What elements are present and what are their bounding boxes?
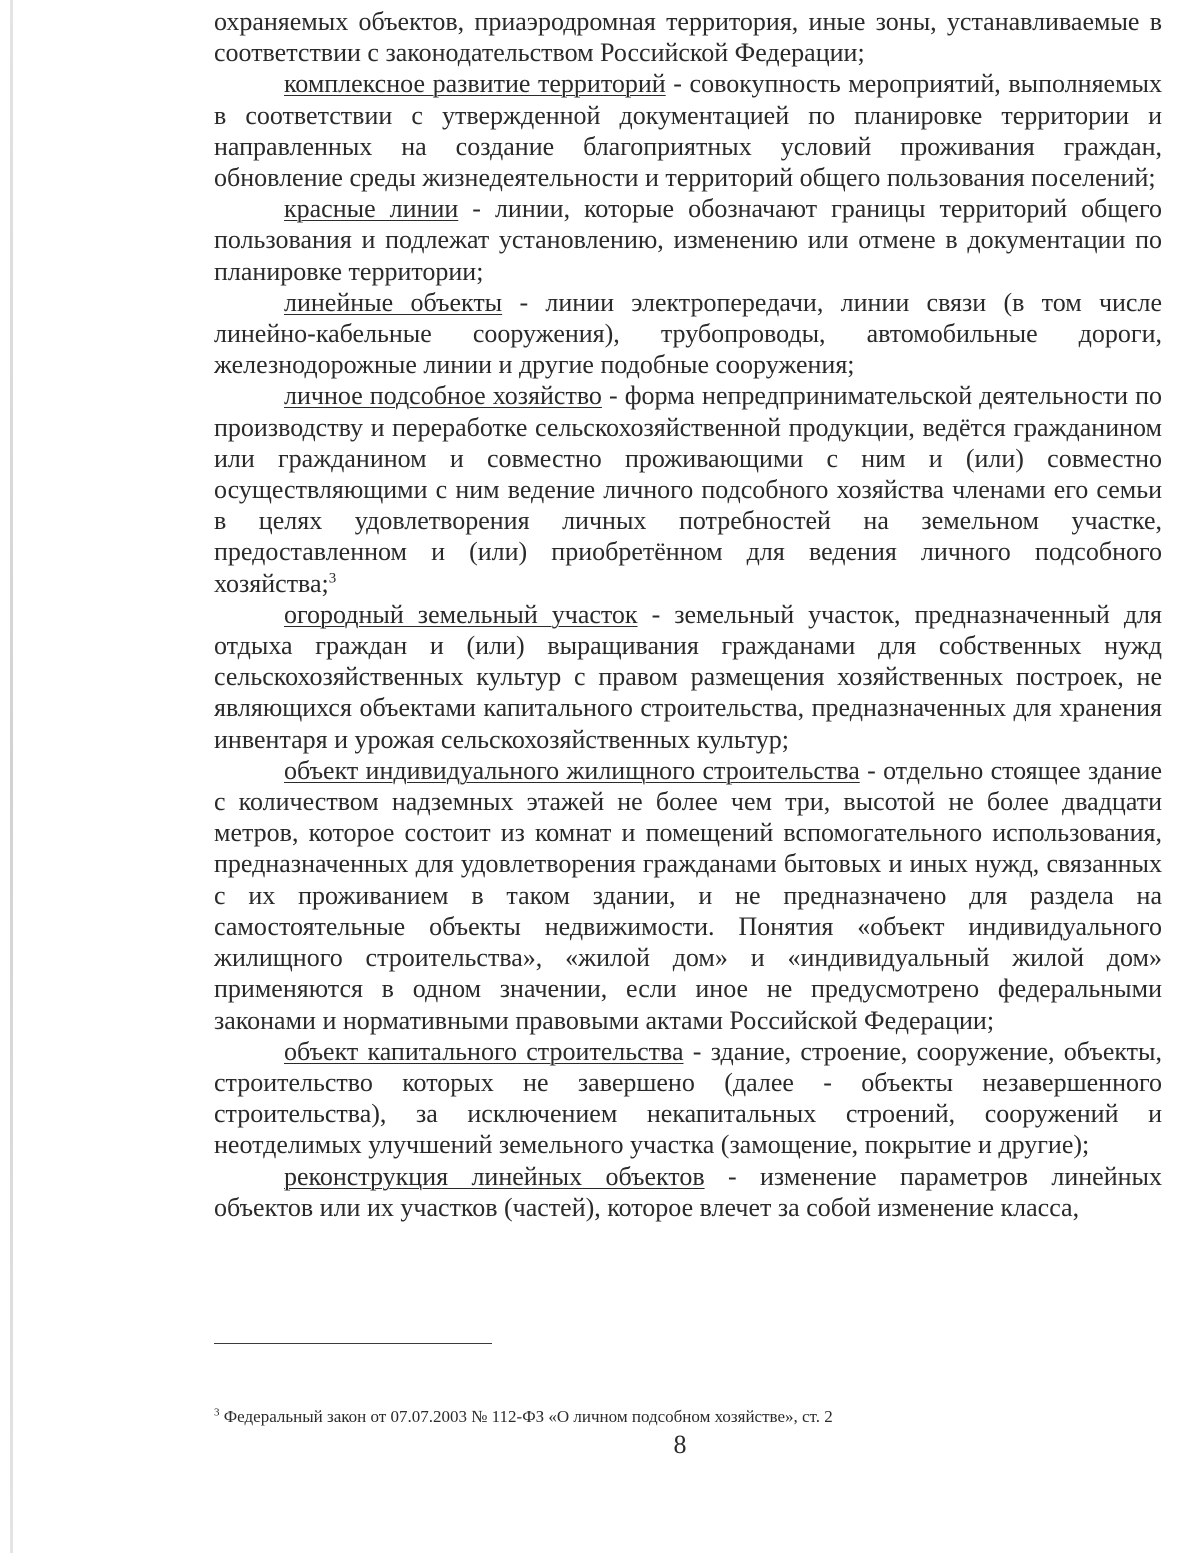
definition-text: - совокупность мероприятий, выполняемых в соответствии с утвержденной документацией по планировке территории и направленных на создание благоприятных условий проживания граждан, обновление среды жизнедеятельности и территорий общего пользования поселений;: [214, 69, 1162, 193]
paragraph-text: охраняемых объектов, приаэродромная территория, иные зоны, устанавливаемые в соответствии с законодательством Российской Федерации;: [214, 7, 1162, 68]
document-body: [214, 6, 1162, 1223]
definition-individual-housing: [214, 755, 1162, 1036]
defined-term: линейные объекты: [284, 287, 503, 317]
definition-text: - земельный участок, предназначенный для отдыха граждан и (или) выращивания гражданами для собственных нужд сельскохозяйственных культур с правом размещения хозяйственных построек, не являющихся объектами капитального строительства, предназначенных для хранения инвентаря и урожая сельскохозяйственных культур;: [214, 599, 1162, 754]
paragraph-continuation: [214, 6, 1162, 68]
definition-garden-plot: [214, 599, 1162, 755]
definition-text: - изменение параметров линейных объектов или их участков (частей), которое влечет за собой изменение класса,: [214, 1161, 1162, 1222]
defined-term: реконструкция линейных объектов: [284, 1161, 705, 1191]
footnote: [214, 1406, 1162, 1428]
defined-term: объект капитального строительства: [284, 1036, 684, 1066]
definition-complex-development: [214, 68, 1162, 193]
definition-text: - линии электропередачи, линии связи (в том числе линейно-кабельные сооружения), трубопроводы, автомобильные дороги, железнодорожные линии и другие подобные сооружения;: [214, 287, 1162, 380]
defined-term: комплексное развитие территорий: [284, 69, 666, 99]
scan-edge-shadow: [10, 0, 13, 1553]
defined-term: личное подсобное хозяйство: [284, 381, 602, 411]
defined-term: объект индивидуального жилищного строительства: [284, 755, 860, 785]
defined-term: огородный земельный участок: [284, 599, 638, 629]
definition-text: - форма непредпринимательской деятельности по производству и переработке сельскохозяйственной продукции, ведётся гражданином или гражданином и совместно проживающими с ним и (или) совместно осуществляющими с ним ведение личного подсобного хозяйства членами его семьи в целях удовлетворения личных потребностей на земельном участке, предоставленном и (или) приобретённом для ведения личного подсобного хозяйства;: [214, 381, 1162, 598]
definition-text: - отдельно стоящее здание с количеством надземных этажей не более чем три, высотой не более двадцати метров, которое состоит из комнат и помещений вспомогательного использования, предназначенных для удовлетворения гражданами бытовых и иных нужд, связанных с их проживанием в таком здании, и не предназначено для раздела на самостоятельные объекты недвижимости. Понятия «объект индивидуального жилищного строительства», «жилой дом» и «индивидуальный жилой дом» применяются в одном значении, если иное не предусмотрено федеральными законами и нормативными правовыми актами Российской Федерации;: [214, 755, 1162, 1035]
footnote-separator: [214, 1343, 492, 1344]
page-number: 8: [673, 1430, 687, 1459]
defined-term: красные линии: [284, 194, 459, 224]
definition-capital-construction: [214, 1036, 1162, 1161]
footnote-reference: 3: [328, 570, 337, 586]
definition-red-lines: [214, 193, 1162, 287]
footnote-text: Федеральный закон от 07.07.2003 № 112-ФЗ «О личном подсобном хозяйстве», ст. 2: [219, 1407, 833, 1426]
definition-text: - линии, которые обозначают границы территорий общего пользования и подлежат установлению, изменению или отмене в документации по планировке территории;: [214, 194, 1162, 286]
definition-linear-objects: [214, 287, 1162, 381]
definition-personal-subsidiary-farm: [214, 380, 1162, 598]
definition-linear-reconstruction: [214, 1161, 1162, 1223]
footnote-marker: 3: [214, 1406, 220, 1419]
definition-text: - здание, строение, сооружение, объекты, строительство которых не завершено (далее - объекты незавершенного строительства), за исключением некапитальных строений, сооружений и неотделимых улучшений земельного участка (замощение, покрытие и другие);: [214, 1036, 1162, 1160]
